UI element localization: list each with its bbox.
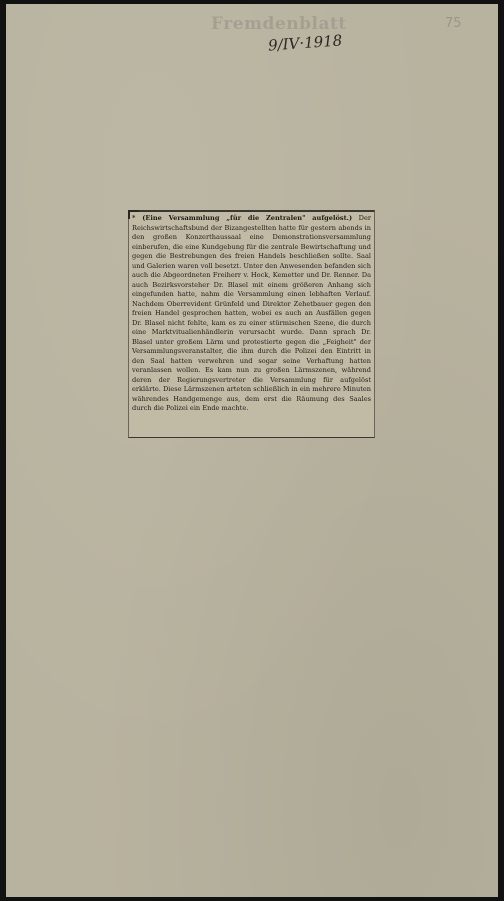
clipping-body: Der Reichswirtschaftsbund der Bizangestellten hatte für gestern abends in den großen Konzerthaussaal eine Demonstrationsversammlung einberufen, die eine Kundgebung für die zentrale Bewirtschaftung und gegen die Bestrebungen des freien Handels beschließen sollte. Saal und Galerien waren voll besetzt. Unter den Anwesenden befanden sich auch die Abgeordneten Freiherr v. Hock, Kemetter und Dr. Renner. Da auch Bezirksvorsteher Dr. Blasel mit einem größeren Anhang sich eingefunden hatte, nahm die Versammlung einen lebhaften Verlauf. Nachdem Oberrevident Grünfeld und Direktor Zehetbauer gegen den freien Handel gesprochen hatten, wobei es auch an Ausfällen gegen Dr. Blasel nicht fehlte, kam es zu einer stürmischen Szene, die durch eine Marktvitualienhändlerin verursacht wurde. Dann sprach Dr. Blasel unter großem Lärm und protestierte gegen die „Feigheit" der Versammlungsveranstalter, die ihm durch die Polizei den Eintritt in den Saal hatten verwehren und sogar seine Verhaftung hatten veranlassen wollen. Es kam nun zu großen Lärmszenen, während deren der Regierungsvertreter die Versammlung für aufgelöst erklärte. Diese Lärmszenen arteten schließlich in ein mehrere Minuten währendes Handgemenge aus, dem erst die Räumung des Saales durch die Polizei ein Ende machte. — [132, 214, 371, 412]
newspaper-clipping — [128, 210, 375, 438]
page-number: 75 — [445, 16, 462, 31]
clipping-text — [132, 214, 371, 414]
archive-sheet — [6, 4, 498, 897]
clipping-headline: * (Eine Versammlung „für die Zentralen" aufgelöst.) — [132, 214, 353, 222]
handwritten-date: 9/IV·1918 — [267, 31, 343, 55]
corner-bracket — [128, 210, 139, 219]
newspaper-stamp: Fremdenblatt — [211, 14, 347, 34]
